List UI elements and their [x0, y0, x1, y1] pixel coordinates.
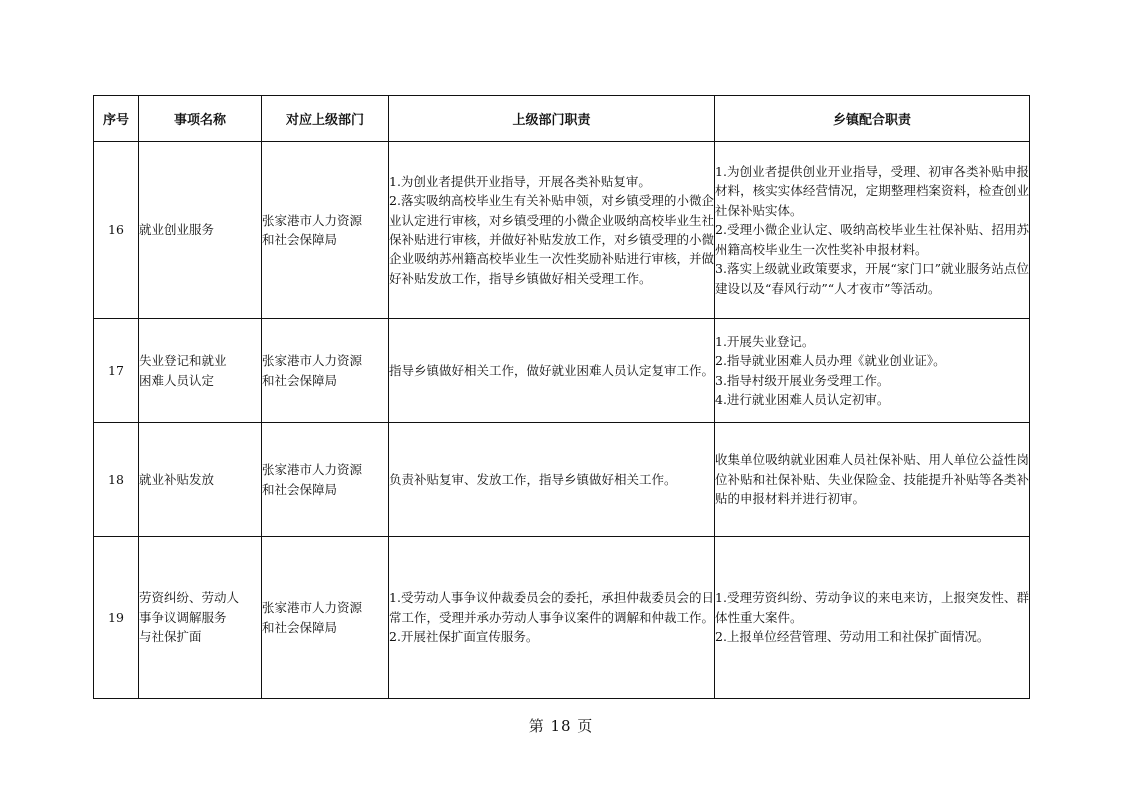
duty-paragraph: 1.开展失业登记。	[715, 333, 815, 349]
duty-table	[93, 95, 1030, 699]
row-number: 19	[94, 537, 139, 699]
duty-paragraph: 3.落实上级就业政策要求，开展“家门口”就业服务站点位建设以及“春风行动”“人才夜市”等活动。	[715, 261, 1029, 296]
superior-dept	[262, 142, 389, 319]
town-duty	[715, 319, 1030, 423]
duty-paragraph: 1.受劳动人事争议仲裁委员会的委托，承担仲裁委员会的日常工作，受理并承办劳动人事争议案件的调解和仲裁工作。	[389, 590, 715, 625]
dept-line: 和社会保障局	[262, 232, 338, 247]
dept-line: 和社会保障局	[262, 619, 338, 635]
item-name-line: 就业补贴发放	[139, 471, 215, 487]
superior-duty	[389, 537, 715, 699]
town-duty	[715, 423, 1030, 537]
item-name-line: 失业登记和就业	[139, 353, 227, 369]
header-superior-duty: 上级部门职责	[389, 96, 715, 142]
duty-paragraph: 2.上报单位经营管理、劳动用工和社保扩面情况。	[715, 629, 990, 645]
duty-paragraph: 1.为创业者提供创业开业指导，受理、初审各类补贴申报材料，核实实体经营情况，定期整理档案资料，检查创业社保补贴实体。	[715, 164, 1029, 218]
superior-duty	[389, 423, 715, 537]
header-row	[94, 96, 1030, 142]
header-town-duty: 乡镇配合职责	[715, 96, 1030, 142]
table-row	[94, 423, 1030, 537]
dept-line: 和社会保障局	[262, 372, 338, 388]
row-number: 17	[94, 319, 139, 423]
item-name-line: 与社保扩面	[139, 629, 202, 645]
duty-paragraph: 2.落实吸纳高校毕业生有关补贴申领，对乡镇受理的小微企业认定进行审核，对乡镇受理的小微企业吸纳高校毕业生社保补贴进行审核，并做好补贴发放工作，对乡镇受理的小微企业吸纳苏州籍高校毕业生一次性奖励补贴进行审核，并做好补贴发放工作，指导乡镇做好相关受理工作。	[389, 193, 715, 286]
page-number: 第 18 页	[528, 717, 594, 735]
duty-paragraph: 1.受理劳资纠纷、劳动争议的来电来访，上报突发性、群体性重大案件。	[715, 590, 1029, 625]
dept-line: 张家港市人力资源	[262, 462, 363, 478]
dept-line: 和社会保障局	[262, 481, 338, 497]
duty-paragraph: 1.为创业者提供开业指导，开展各类补贴复审。	[389, 173, 651, 189]
table-row	[94, 319, 1030, 423]
header-no: 序号	[94, 96, 139, 142]
town-duty	[715, 537, 1030, 699]
item-name-line: 就业创业服务	[139, 222, 215, 238]
duty-paragraph: 2.受理小微企业认定、吸纳高校毕业生社保补贴、招用苏州籍高校毕业生一次性奖补申报材料。	[715, 222, 1029, 257]
row-number: 16	[94, 142, 139, 319]
header-item-name: 事项名称	[139, 96, 262, 142]
item-name	[139, 423, 262, 537]
superior-duty	[389, 142, 715, 319]
item-name-line: 劳资纠纷、劳动人	[139, 590, 240, 606]
duty-paragraph: 2.开展社保扩面宣传服务。	[389, 629, 539, 645]
dept-line: 张家港市人力资源	[262, 353, 363, 369]
superior-dept	[262, 423, 389, 537]
duty-paragraph: 3.指导村级开展业务受理工作。	[715, 372, 890, 388]
dept-line: 张家港市人力资源	[262, 600, 363, 616]
superior-dept	[262, 537, 389, 699]
town-duty	[715, 142, 1030, 319]
item-name-line: 事争议调解服务	[139, 609, 227, 625]
item-name-line: 困难人员认定	[139, 372, 215, 388]
superior-duty	[389, 319, 715, 423]
table-row	[94, 142, 1030, 319]
dept-line: 张家港市人力资源	[262, 212, 363, 228]
table-row	[94, 537, 1030, 699]
duty-paragraph: 收集单位吸纳就业困难人员社保补贴、用人单位公益性岗位补贴和社保补贴、失业保险金、技能提升补贴等各类补贴的申报材料并进行初审。	[715, 452, 1029, 507]
duty-paragraph: 负责补贴复审、发放工作，指导乡镇做好相关工作。	[389, 471, 677, 487]
item-name	[139, 142, 262, 319]
item-name	[139, 537, 262, 699]
header-superior-dept: 对应上级部门	[262, 96, 389, 142]
row-number: 18	[94, 423, 139, 537]
superior-dept	[262, 319, 389, 423]
duty-paragraph: 2.指导就业困难人员办理《就业创业证》。	[715, 353, 946, 369]
duty-paragraph: 4.进行就业困难人员认定初审。	[715, 391, 890, 407]
duty-paragraph: 指导乡镇做好相关工作，做好就业困难人员认定复审工作。	[389, 362, 715, 378]
item-name	[139, 319, 262, 423]
